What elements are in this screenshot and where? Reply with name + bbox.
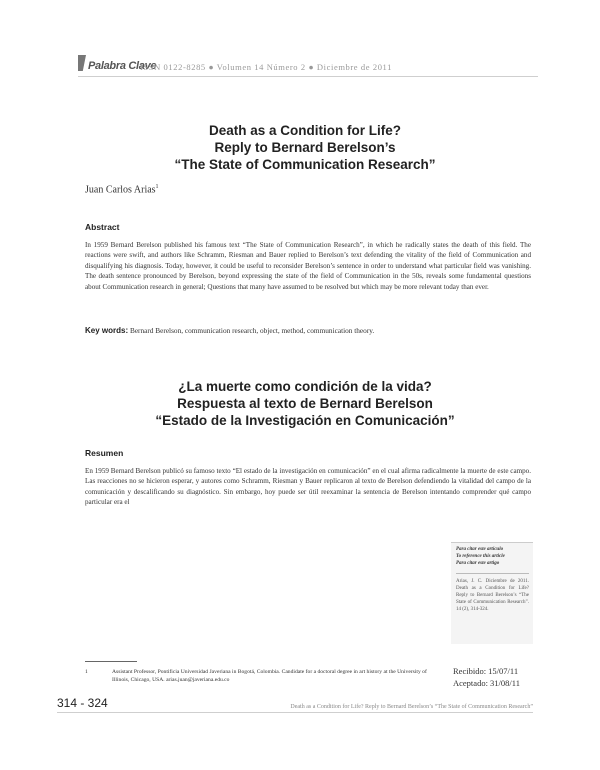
- article-title-english: [85, 122, 525, 173]
- title-en-line-2: Reply to Bernard Berelson’s: [214, 140, 396, 155]
- cite-divider: [456, 573, 529, 574]
- keywords-text: Bernard Berelson, communication research, object, method, communication theory.: [129, 326, 375, 335]
- page-range: 314 - 324: [57, 696, 108, 710]
- title-en-line-3: “The State of Communication Research”: [174, 157, 436, 172]
- journal-logo: Palabra Clave: [88, 60, 157, 72]
- journal-issue-info: ISSN 0122-8285 ● Volumen 14 Número 2 ● Diciembre de 2011: [140, 62, 392, 72]
- title-es-line-2: Respuesta al texto de Bernard Berelson: [177, 396, 433, 411]
- footnote-divider: [85, 661, 137, 662]
- author-line: [85, 184, 159, 195]
- received-date: Recibido: 15/07/11: [453, 666, 519, 676]
- keywords-line: [85, 326, 531, 335]
- accepted-date: Aceptado: 31/08/11: [453, 678, 520, 688]
- footer-divider: [57, 712, 533, 713]
- resumen-text: En 1959 Bernard Berelson publicó su famoso texto “El estado de la investigación en comunicación” en el cual afirma radicalmente la muerte de este campo. Las reacciones no se hicieron esperar, y autores como Schramm, Riesman y Bauer replicaron al texto de Berelson defendiendo la vitalidad del campo de la comunicación y descalificando su diagnóstico. Sin embargo, hoy puede ser útil reexaminar la sentencia de Berelson intentando comprender qué campo particular era el: [85, 467, 531, 507]
- keywords-label: Key words:: [85, 326, 129, 335]
- citation-box: [451, 542, 533, 644]
- author-footnote-mark: 1: [155, 184, 159, 190]
- article-title-spanish: [85, 378, 525, 429]
- abstract-heading: Abstract: [85, 222, 120, 232]
- resumen-heading: Resumen: [85, 448, 124, 458]
- running-footer-title: Death as a Condition for Life? Reply to Bernard Berelson’s “The State of Communication Research”: [290, 704, 533, 710]
- abstract-text: In 1959 Bernard Berelson published his famous text “The State of Communication Research”, in which he radically states the death of this field. The reactions were swift, and authors like Schramm, Riesman and Bauer replied to Berelson’s text defending the vitality of the field of Communication and disqualifying his diagnosis. Today, however, it could be useful to reconsider Berelson’s sentence in order to understand what particular field was vanishing. The death sentence pronounced by Berelson, beyond expressing the state of the field of Communication in the 50s, reveals some fundamental questions about Communication research in general; Questions that many have assumed to be resolved but which may be more relevant today than ever.: [85, 241, 531, 291]
- header-divider: [78, 76, 538, 77]
- cite-heading-es: Para citar este artículo: [456, 547, 504, 552]
- footnote-number: 1: [85, 669, 88, 675]
- title-es-line-1: ¿La muerte como condición de la vida?: [178, 379, 432, 394]
- journal-header: [78, 58, 538, 78]
- footnote-text: Assistant Professor, Pontificia Universidad Javeriana in Bogotá, Colombia. Candidate for a doctoral degree in art history at the University of Illinois, Chicago, USA. arias.juan@javeriana.edu.co: [112, 669, 427, 683]
- title-en-line-1: Death as a Condition for Life?: [208, 123, 401, 138]
- author-name: Juan Carlos Arias: [85, 184, 156, 196]
- cite-reference: Arias, J. C. Diciembre de 2011. Death as a Condition for Life? Reply to Bernard Berelson’s “The State of Communication Research”. 14 (2), 314-324.: [456, 579, 529, 612]
- title-es-line-3: “Estado de la Investigación en Comunicación”: [155, 413, 455, 428]
- journal-logo-mark: [78, 55, 86, 71]
- cite-heading-pt: Para citar este artigo: [456, 560, 500, 566]
- cite-heading-en: To reference this article: [456, 553, 505, 559]
- submission-dates: [453, 665, 520, 689]
